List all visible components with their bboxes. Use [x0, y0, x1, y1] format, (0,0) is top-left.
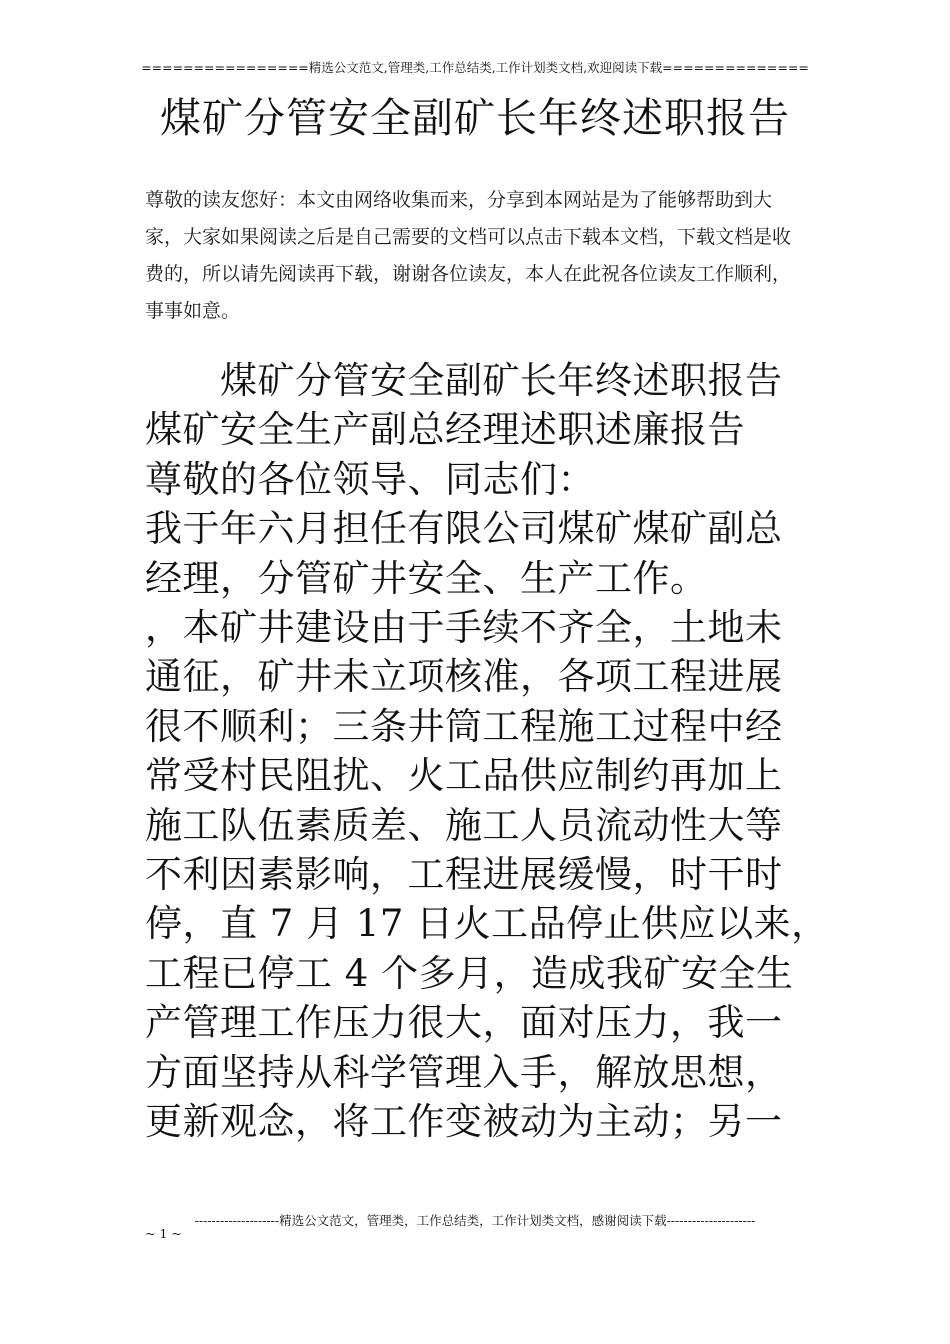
- body-line: 煤矿安全生产副总经理述职述廉报告: [145, 408, 745, 452]
- body-line: 我于年六月担任有限公司煤矿煤矿副总: [145, 507, 783, 551]
- body-line: 经理，分管矿井安全、生产工作。: [145, 556, 708, 600]
- body-line: 工程已停工 4 个多月，造成我矿安全生: [145, 951, 794, 995]
- body-line: 煤矿分管安全副矿长年终述职报告: [220, 359, 783, 402]
- body-line: 通征，矿井未立项核准，各项工程进展: [145, 655, 783, 699]
- body-line: 更新观念，将工作变被动为主动；另一: [145, 1100, 783, 1144]
- body-line: 施工队伍素质差、施工人员流动性大等: [145, 803, 783, 847]
- body-line: 常受村民阻扰、火工品供应制约再加上: [145, 754, 783, 798]
- footer-banner: --------------------精选公文范文，管理类，工作总结类，工作计划类文档，感谢阅读下载---------------------: [194, 1213, 756, 1228]
- body-line: ，本矿井建设由于手续不齐全，土地未: [145, 606, 783, 650]
- document-title: 煤矿分管安全副矿长年终述职报告: [160, 94, 790, 142]
- body-line: 停，直 7 月 17 日火工品停止供应以来，: [145, 902, 829, 946]
- body-line: 很不顺利；三条井筒工程施工过程中经: [145, 704, 783, 748]
- body-line: 方面坚持从科学管理入手，解放思想，: [145, 1050, 783, 1094]
- intro-paragraph: 尊敬的读友您好：本文由网络收集而来，分享到本网站是为了能够帮助到大家，大家如果阅读之后是自己需要的文档可以点击下载本文档，下载文档是收费的，所以请先阅读再下载，谢谢各位读友，本人在此祝各位读友工作顺利，事事如意。: [145, 189, 792, 322]
- page-number: ~ 1 ~: [145, 1226, 182, 1241]
- body-line: 产管理工作压力很大，面对压力，我一: [145, 1001, 783, 1045]
- body-text: [145, 356, 829, 1147]
- body-line: 不利因素影响，工程进展缓慢，时干时: [145, 853, 783, 897]
- body-line: 尊敬的各位领导、同志们：: [145, 457, 595, 501]
- header-banner: ================精选公文范文,管理类,工作总结类,工作计划类文档,欢迎阅读下载==============: [141, 60, 809, 75]
